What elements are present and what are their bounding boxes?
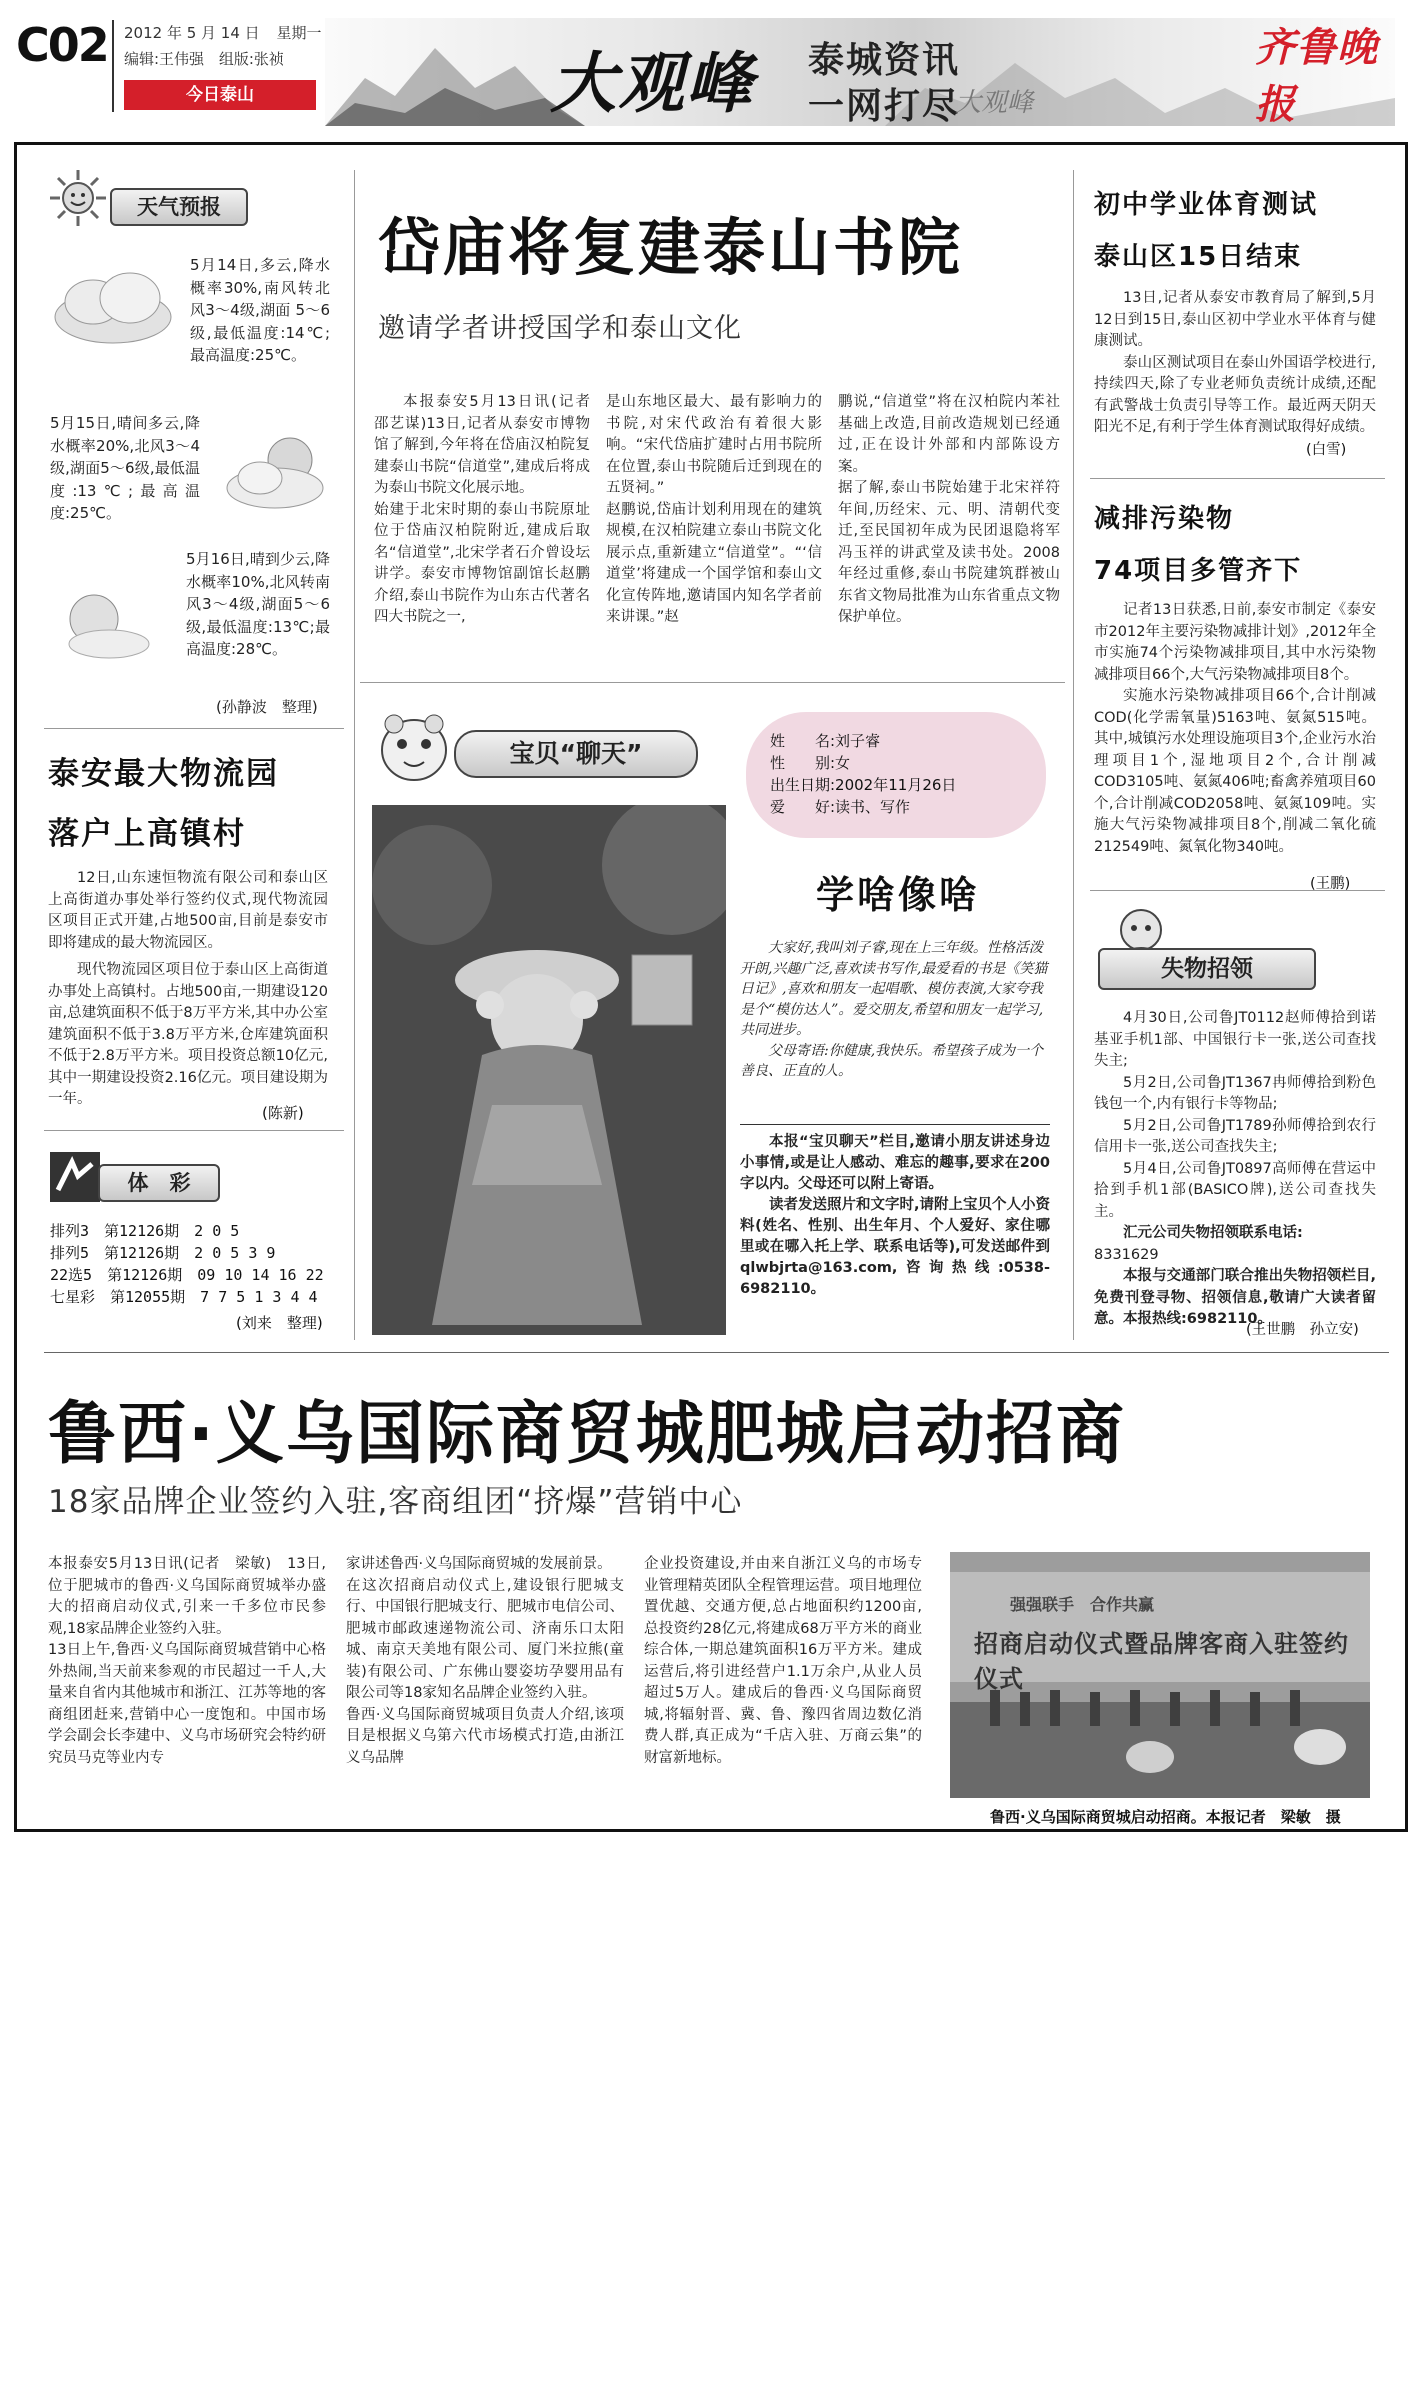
lost-found-label: 失物招领 [1098,948,1316,990]
pollution-body [1094,600,1376,858]
lost-found-item: 5月4日,公司鲁JT0897高师傅在营运中拾到手机1部(BASICO牌),送公司查找失主。 [1094,1160,1376,1220]
banner-slogan-2: 一网打尽 [808,86,961,126]
section-tag: 今日泰山 [124,80,316,110]
pe-p2: 泰山区测试项目在泰山外国语学校进行,持续四天,除了专业老师负责统计成绩,还配有武警战士负责引导等工作。最近两天阴天阳光不足,有利于学生体育测试取得好成绩。 [1094,354,1376,435]
divider-weather-bottom [44,728,344,729]
pollution-p1: 记者13日获悉,日前,泰安市制定《泰安市2012年主要污染物减排计划》,2012年全市实施74个污染物减排项目,其中水污染物减排项目66个,大气污染物减排项目8个。 [1094,602,1376,683]
divider-right [1073,170,1074,1340]
lost-found-credit: (王世鹏 孙立安) [1246,1322,1359,1338]
lost-found-phone-label: 汇元公司失物招领联系电话: [1123,1225,1303,1241]
bottom-col-1: 本报泰安5月13日讯(记者 梁敏) 13日,位于肥城市的鲁西·义乌国际商贸城举办盛大的招商启动仪式,引来一千多位市民参观,18家品牌企业签约入驻。 13日上午,鲁西·义乌国际商贸城营销中心格外热闹,当天前来参观的市民超过一千人,大量来自省内其他城市和浙江、江苏等地的客商组团赶来,营销中心一度饱和。中国市场学会副会长李建中、义乌市场研究会特约研究员马克等业内专 [48,1556,326,1766]
pe-title-2: 泰山区15日结束 [1094,242,1303,272]
divider-pe-bottom [1090,478,1385,479]
weather-day3: 5月16日,晴到少云,降水概率10%,北风转南风3～4级,湖面5～6级,最低温度:13℃;最高温度:28℃。 [186,550,330,658]
issue-weekday: 星期一 [276,24,322,42]
lottery-row: 排列5 第12126期 2 0 5 3 9 [50,1244,276,1262]
pe-body [1094,288,1376,439]
lost-found-list [1094,1008,1376,1331]
pollution-title-1: 减排污染物 [1094,504,1235,534]
baby-chat-notice-2: 读者发送照片和文字时,请附上宝贝个人小资料(姓名、性别、出生年月、个人爱好、家住哪里或在哪入托上学、联系电话等),可发送邮件到qlwbjrta@163.com,咨询热线:0538-6982110。 [740,1197,1051,1297]
header-divider [112,20,114,112]
baby-chat-p2: 父母寄语:你健康,我快乐。希望孩子成为一个善良、正直的人。 [740,1042,1044,1079]
logistics-title-2: 落户上高镇村 [48,816,246,852]
header-banner [325,18,1395,126]
lost-found-item: 4月30日,公司鲁JT0112赵师傅拾到诺基亚手机1部、中国银行卡一张,送公司查找失主; [1094,1010,1376,1069]
logistics-p2: 现代物流园区项目位于泰山区上高街道办事处上高镇村。占地500亩,一期建设120亩,总建筑面积不低于8万平方米,其中办公室建筑面积不低于3.8万平方米,仓库建筑面积不低于2.8万平方米。项目投资总额10亿元,其中一期建设投资2.16亿元。项目建设期为一年。 [48,962,328,1107]
main-subtitle: 邀请学者讲授国学和泰山文化 [378,313,742,344]
banner-title: 大观峰 [550,44,754,122]
baby-chat-essay [740,938,1050,1082]
cloud-icon [48,262,178,352]
main-col-3: 鹏说,“信道堂”将在汉柏院内苯社基础上改造,目前改造规划已经通过,正在设计外部和内部陈设方案。 据了解,泰山书院始建于北宋祥符年间,历经宋、元、明、清朝代变迁,至民国初年成为民团退隐将军冯玉祥的讲武堂及读书处。2008年经过重修,泰山书院建筑群被山东省文物局批准为山东省重点文物保护单位。 [838,394,1060,625]
banner-slogan-1: 泰城资讯 [808,40,961,81]
page-header [0,0,1417,128]
baby-info-card [746,712,1046,838]
logistics-credit: (陈新) [262,1104,304,1122]
bottom-col-3: 企业投资建设,并由来自浙江义乌的市场专业管理精英团队全程管理运营。项目地理位置优越、交通方便,总占地面积约1200亩,总投资约28亿元,将建成68万平方米的商业综合体,一期总建筑面积16万平方米。建成运营后,将引进经营户1.1万余户,从业人员超过5万人。建成后的鲁西·义乌国际商贸城,将辐射晋、冀、鲁、豫四省周边数亿消费人群,真正成为“千店入驻、万商云集”的财富新地标。 [644,1556,922,1766]
baby-chat-notice-1: 本报“宝贝聊天”栏目,邀请小朋友讲述身边小事情,或是让人感动、难忘的趣事,要求在200字以内。父母还可以附上寄语。 [740,1134,1050,1192]
photo-banner-text: 招商启动仪式暨品牌客商入驻签约仪式 [974,1630,1349,1693]
divider-logistics-bottom [44,1130,344,1131]
page-code: C02 [16,18,108,72]
pe-credit: (白雪) [1306,442,1347,458]
divider-bottom-story-top [44,1352,1389,1353]
photo-banner-sub: 强强联手 合作共赢 [1010,1595,1155,1614]
bottom-col-2: 家讲述鲁西·义乌国际商贸城的发展前景。 在这次招商启动仪式上,建设银行肥城支行、中国银行肥城支行、肥城市电信公司、肥城市邮政速递物流公司、济南乐口太阳城、南京天美地有限公司、厦门米拉熊(童装)有限公司、广东佛山婴姿坊孕婴用品有限公司等18家知名品牌企业签约入驻。 鲁西·义乌国际商贸城项目负责人介绍,该项目是根据义乌第六代市场模式打造,由浙江义乌品牌 [346,1556,624,1766]
main-title: 岱庙将复建泰山书院 [378,211,964,284]
baby-chat-notice [740,1132,1050,1300]
header-editors [124,48,284,69]
baby-mascot-icon [374,702,454,788]
weather-day1: 5月14日,多云,降水概率30%,南风转北风3～4级,湖面 5～6级,最低温度:14℃;最高温度:25℃。 [190,256,330,364]
baby-chat-label: 宝贝“聊天” [454,730,698,778]
lost-found-notice: 本报与交通部门联合推出失物招领栏目,免费刊登寻物、招领信息,敬请广大读者留意。本报热线:6982110。 [1094,1268,1376,1327]
bottom-subtitle: 18家品牌企业签约入驻,客商组团“挤爆”营销中心 [48,1484,743,1520]
baby-info-gender: 性 别:女 [770,754,851,772]
baby-chat-p1: 大家好,我叫刘子睿,现在上三年级。性格活泼开朗,兴趣广泛,喜欢读书写作,最爱看的书是《笑猫日记》,喜欢和朋友一起唱歌、模仿表演,大家夸我是个“模仿达人”。爱交朋友,希望和朋友一起学习,共同进步。 [740,940,1048,1038]
divider-left [354,170,355,1340]
lottery-icon [50,1152,100,1202]
pollution-credit: (王鹏) [1310,876,1351,892]
bottom-photo [950,1552,1370,1798]
divider-main-bottom [360,682,1065,683]
lottery-label: 体 彩 [98,1164,220,1202]
bottom-title: 鲁西·义乌国际商贸城肥城启动招商 [48,1395,1126,1474]
pe-p1: 13日,记者从泰安市教育局了解到,5月12日到15日,泰山区初中学业水平体育与健康测试。 [1094,290,1376,349]
baby-chat-title: 学啥像啥 [816,873,981,917]
banner-small-title: 大观峰 [955,88,1034,118]
header-date [124,22,321,43]
bottom-photo-caption: 鲁西·义乌国际商贸城启动招商。本报记者 梁敏 摄 [990,1808,1341,1826]
logistics-body [48,868,328,1111]
lost-found-item: 5月2日,公司鲁JT1367冉师傅拾到粉色钱包一个,内有银行卡等物品; [1094,1074,1376,1112]
logistics-p1: 12日,山东速恒物流有限公司和泰山区上高街道办事处举行签约仪式,现代物流园区项目正式开建,占地500亩,目前是泰安市即将建成的最大物流园区。 [48,870,328,951]
lost-found-phone: 8331629 [1094,1246,1159,1263]
pollution-p2: 实施水污染物减排项目66个,合计削减COD(化学需氧量)5163吨、氨氮515吨。其中,城镇污水处理设施项目3个,企业污水治理项目1个,湿地项目2个,合计削减COD3105吨、氨氮406吨;畜禽养殖项目60个,合计削减COD2058吨、氨氮109吨。实施大气污染物减排项目8个,削减二氧化硫212549吨、氮氧化物340吨。 [1094,688,1376,855]
baby-chat-divider [740,1124,1050,1125]
issue-date: 2012 年 5 月 14 日 [124,24,260,42]
masthead-logo: 齐鲁晚报 [1255,24,1378,128]
lottery-row: 排列3 第12126期 2 0 5 [50,1222,240,1240]
layout-editor: 组版:张祯 [218,50,284,68]
lost-found-item: 5月2日,公司鲁JT1789孙师傅拾到农行信用卡一张,送公司查找失主; [1094,1117,1376,1155]
baby-info-birth: 出生日期:2002年11月26日 [770,776,957,794]
weather-day2: 5月15日,晴间多云,降水概率20%,北风3～4级,湖面5～6级,最低温度:13℃;最高温度:25℃。 [50,414,200,522]
baby-photo [372,805,726,1335]
lottery-list [50,1220,350,1308]
baby-info-name: 姓 名:刘子睿 [770,732,881,750]
partly-cloudy-icon [220,430,340,516]
pe-title-1: 初中学业体育测试 [1094,190,1319,220]
weather-credit: (孙静波 整理) [216,698,318,716]
sunny-icon [54,584,154,664]
main-col-1: 本报泰安5月13日讯(记者 邵艺谋)13日,记者从泰安市博物馆了解到,今年将在岱庙汉柏院复建泰山书院“信道堂”,建成后将成为泰山书院文化展示地。 始建于北宋时期的泰山书院原址位于岱庙汉柏院附近,建成后取名“信道堂”,北宋学者石介曾设坛讲学。泰安市博物馆副馆长赵鹏介绍,泰山书院作为山东古代著名四大书院之一, [374,394,590,625]
lottery-row: 七星彩 第12055期 7 7 5 1 3 4 4 [50,1288,318,1306]
logistics-title-1: 泰安最大物流园 [48,756,279,792]
sun-icon [48,168,108,228]
weather-label: 天气预报 [110,188,248,226]
baby-info-hobby: 爱 好:读书、写作 [770,798,911,816]
main-col-2: 是山东地区最大、最有影响力的书院,对宋代政治有着很大影响。“宋代岱庙扩建时占用书院所在位置,泰山书院随后迁到现在的五贤祠。” 赵鹏说,岱庙计划利用现在的建筑规模,在汉柏院建立泰山书院文化展示点,重新建立“信道堂”。“‘信道堂’将建成一个国学馆和泰山文化宣传阵地,邀请国内知名学者前来讲课。”赵 [606,394,822,625]
pollution-title-2: 74项目多管齐下 [1094,556,1303,586]
editor: 编辑:王伟强 [124,50,205,68]
lottery-credit: (刘来 整理) [236,1314,323,1332]
lottery-row: 22选5 第12126期 09 10 14 16 22 [50,1266,324,1284]
